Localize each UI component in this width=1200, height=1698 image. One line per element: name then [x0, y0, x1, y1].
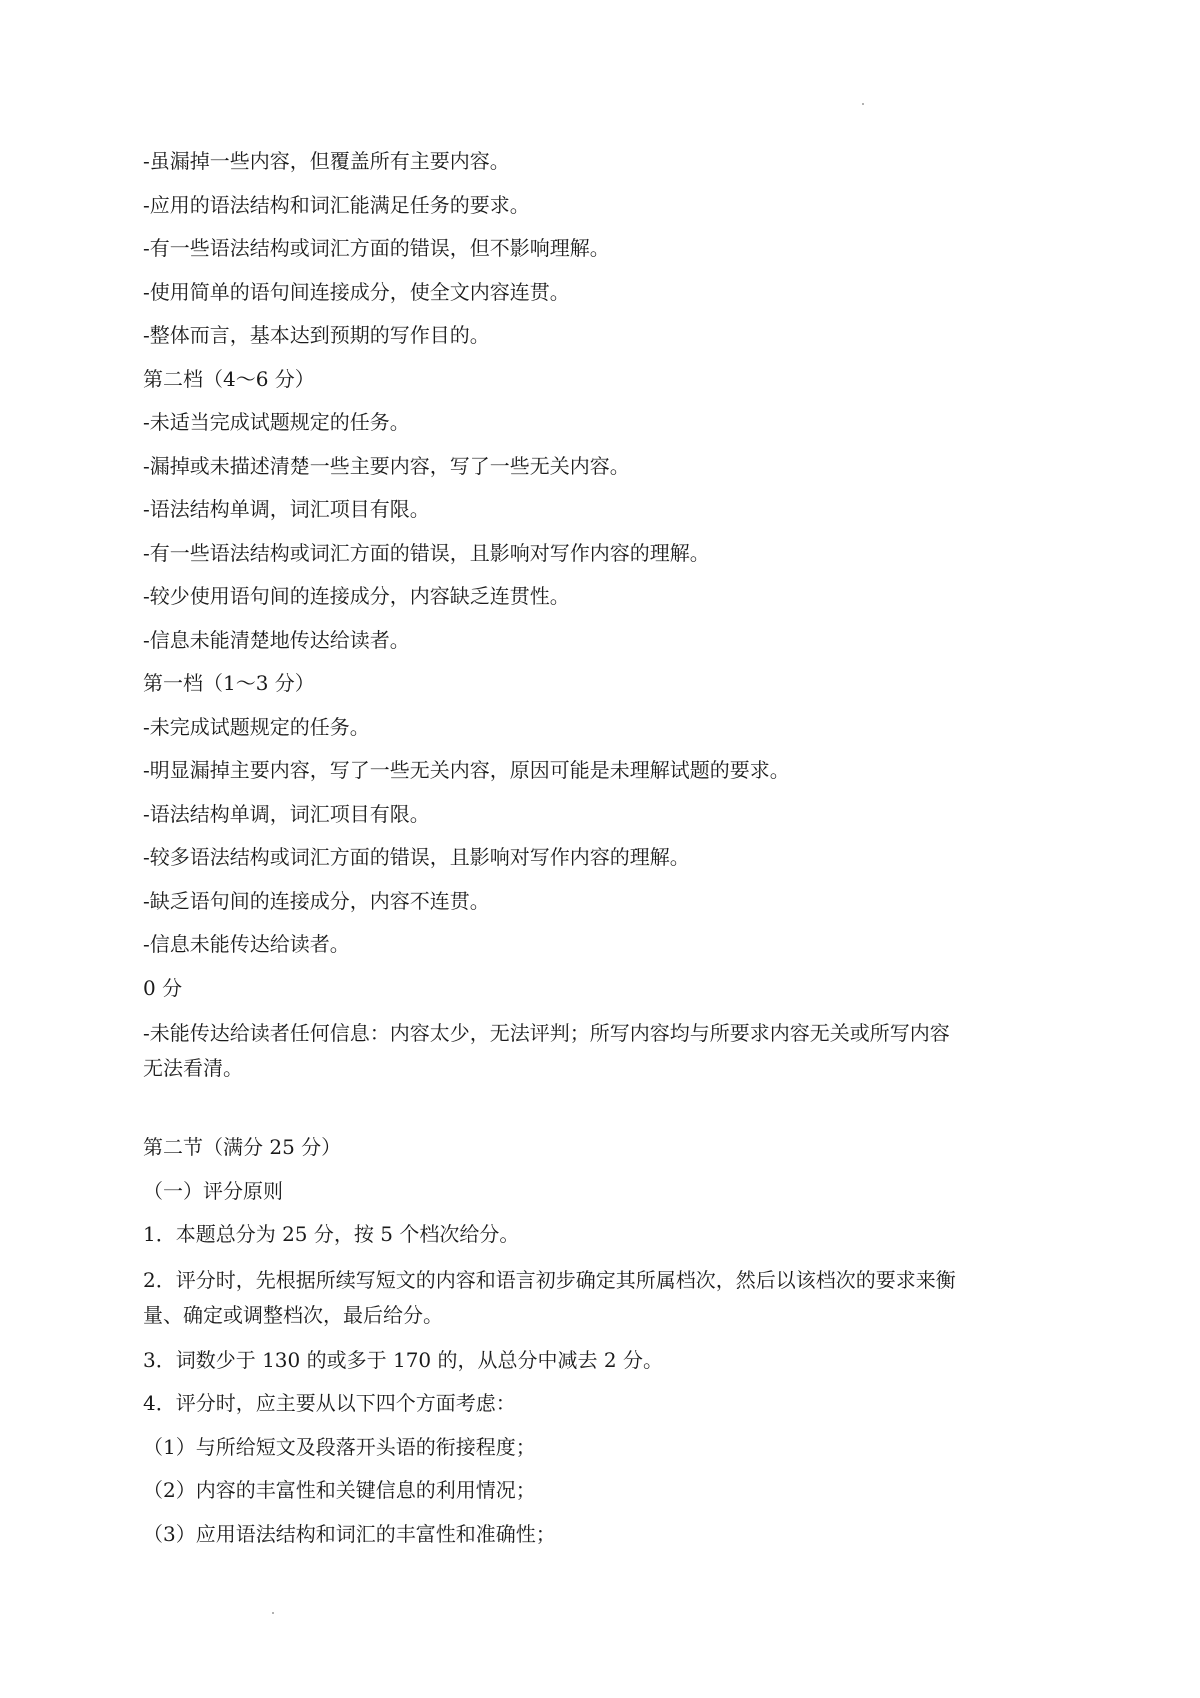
text-line: -未完成试题规定的任务。 — [143, 714, 370, 739]
text-line: -信息未能清楚地传达给读者。 — [143, 627, 410, 652]
text-line: -语法结构单调，词汇项目有限。 — [143, 801, 430, 826]
text-line: -明显漏掉主要内容，写了一些无关内容，原因可能是未理解试题的要求。 — [143, 758, 790, 782]
rule-subitem: （3）应用语法结构和词汇的丰富性和准确性； — [143, 1521, 556, 1546]
text-line: 无法看清。 — [143, 1056, 243, 1080]
text-line: -使用简单的语句间连接成分，使全文内容连贯。 — [143, 279, 570, 304]
text-line: -缺乏语句间的连接成分，内容不连贯。 — [143, 888, 490, 913]
rule-item: 4．评分时，应主要从以下四个方面考虑： — [143, 1391, 516, 1415]
text-line: -漏掉或未描述清楚一些主要内容，写了一些无关内容。 — [143, 453, 630, 478]
text-line: 量、确定或调整档次，最后给分。 — [143, 1302, 443, 1327]
rule-item: 1．本题总分为 25 分，按 5 个档次给分。 — [143, 1222, 520, 1246]
rule-subitem: （1）与所给短文及段落开头语的衔接程度； — [143, 1434, 536, 1459]
document-body — [143, 146, 1063, 1562]
zero-grade-description — [143, 1016, 1063, 1086]
text-line: -信息未能传达给读者。 — [143, 932, 350, 956]
scan-speck — [862, 103, 864, 105]
text-line: -较多语法结构或词汇方面的错误，且影响对写作内容的理解。 — [143, 845, 690, 869]
text-line: 2．评分时，先根据所续写短文的内容和语言初步确定其所属档次，然后以该档次的要求来衡 — [143, 1267, 956, 1292]
grade-heading: 第一档（1～3 分） — [143, 671, 315, 695]
text-line: -未能传达给读者任何信息：内容太少，无法评判；所写内容均与所要求内容无关或所写内容 — [143, 1021, 950, 1045]
text-line: -语法结构单调，词汇项目有限。 — [143, 497, 430, 521]
rule-item — [143, 1263, 1063, 1333]
rule-subitem: （2）内容的丰富性和关键信息的利用情况； — [143, 1478, 536, 1502]
text-line: -虽漏掉一些内容，但覆盖所有主要内容。 — [143, 149, 510, 173]
rule-item: 3．词数少于 130 的或多于 170 的，从总分中减去 2 分。 — [143, 1347, 663, 1372]
grade-heading: 第二档（4～6 分） — [143, 366, 315, 391]
principle-title: （一）评分原则 — [143, 1178, 283, 1203]
text-line: -整体而言，基本达到预期的写作目的。 — [143, 323, 490, 347]
section-gap — [143, 1098, 1063, 1132]
text-line: -有一些语法结构或词汇方面的错误，但不影响理解。 — [143, 236, 610, 260]
text-line: -有一些语法结构或词汇方面的错误，且影响对写作内容的理解。 — [143, 540, 710, 565]
section-title: 第二节（满分 25 分） — [143, 1135, 342, 1159]
scan-speck — [272, 1612, 274, 1614]
text-line: -较少使用语句间的连接成分，内容缺乏连贯性。 — [143, 584, 570, 608]
text-line: -未适当完成试题规定的任务。 — [143, 410, 410, 434]
grade-heading: 0 分 — [143, 975, 183, 1000]
text-line: -应用的语法结构和词汇能满足任务的要求。 — [143, 192, 530, 217]
